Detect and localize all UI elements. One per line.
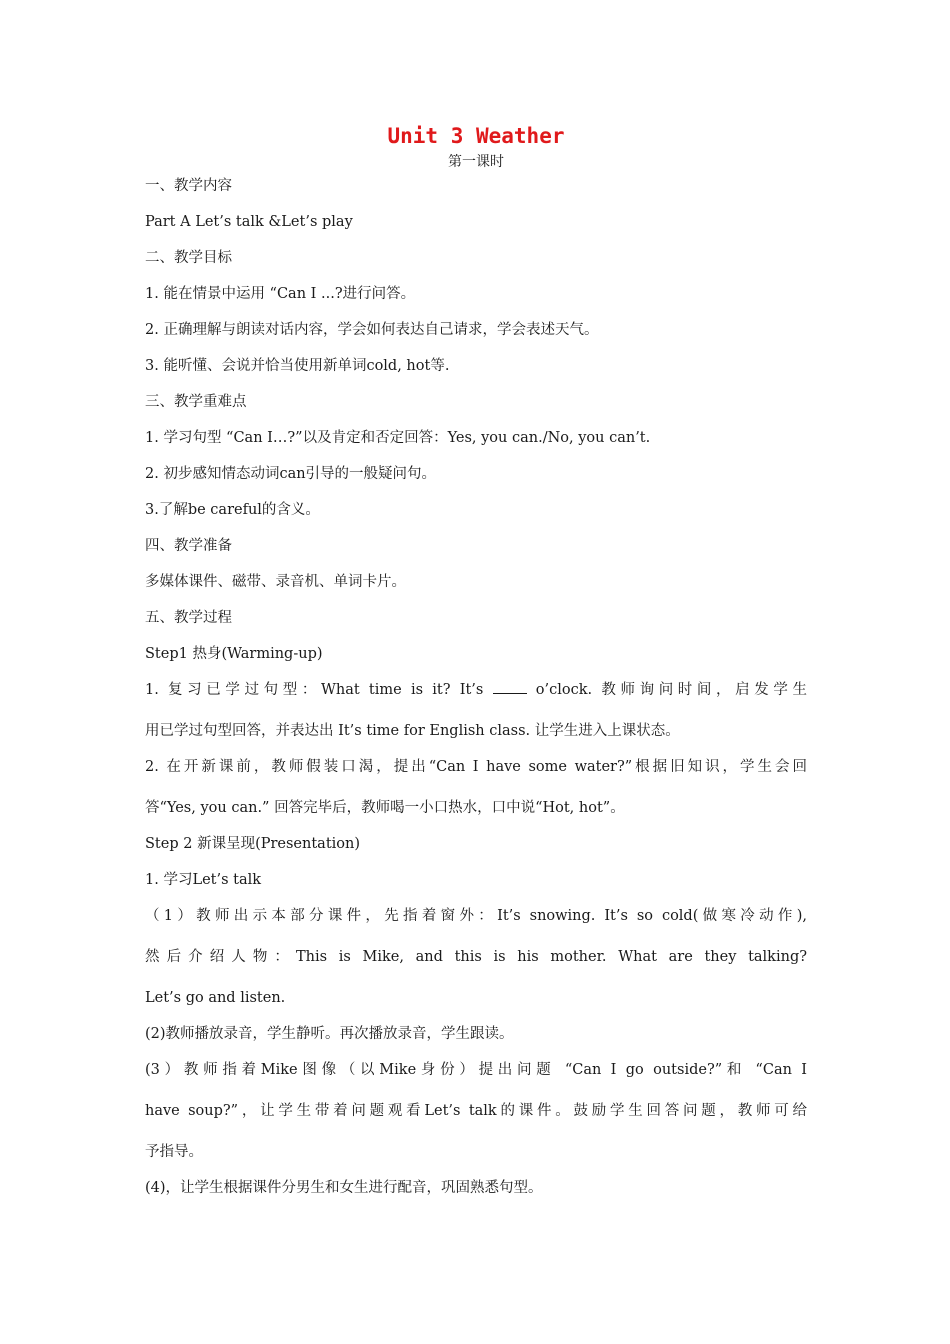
document-title: Unit 3 Weather [387, 124, 565, 148]
section-heading-key-points: 三、教学重难点 [145, 394, 247, 410]
lesson-subtitle: 第一课时 [448, 154, 504, 170]
paragraph-line: 答“Yes, you can.” 回答完毕后，教师喝一小口热水，口中说“Hot, hot”。 [145, 800, 625, 816]
step-heading-warmup: Step1 热身(Warming-up) [145, 646, 323, 662]
paragraph-line: 予指导。 [145, 1144, 203, 1160]
objective-item: 3. 能听懂、会说并恰当使用新单词cold, hot等. [145, 358, 450, 374]
section-heading-objectives: 二、教学目标 [145, 250, 232, 266]
paragraph-line: (2)教师播放录音，学生静听。再次播放录音，学生跟读。 [145, 1026, 514, 1042]
paragraph-line: 用已学过句型回答，并表达出 It’s time for English class. 让学生进入上课状态。 [145, 723, 680, 739]
objective-item: 2. 正确理解与朗读对话内容，学会如何表达自己请求，学会表述天气。 [145, 322, 599, 338]
objective-item: 1. 能在情景中运用 “Can I ...?进行问答。 [145, 286, 416, 302]
section-heading-process: 五、教学过程 [145, 610, 232, 626]
paragraph-text: o’clock. 教师询问时间，启发学生 [526, 682, 807, 698]
key-point-item: 1. 学习句型 “Can I…?”以及肯定和否定回答：Yes, you can./No, you can’t. [145, 430, 651, 446]
paragraph-line: Let’s go and listen. [145, 990, 286, 1006]
paragraph-line [145, 680, 807, 700]
paragraph-line: （1）教师出示本部分课件，先指着窗外：It’s snowing. It’s so cold(做寒冷动作), [145, 908, 807, 924]
paragraph-line: (4)，让学生根据课件分男生和女生进行配音，巩固熟悉句型。 [145, 1180, 543, 1196]
preparation-line: 多媒体课件、磁带、录音机、单词卡片。 [145, 574, 406, 590]
fill-in-blank [493, 681, 527, 694]
paragraph-line: 1. 学习Let’s talk [145, 872, 262, 888]
content-line: Part A Let’s talk &Let’s play [145, 214, 353, 230]
paragraph-line: have soup?”，让学生带着问题观看Let’s talk的课件。鼓励学生回答问题，教师可给 [145, 1103, 807, 1119]
step-heading-presentation: Step 2 新课呈现(Presentation) [145, 836, 361, 852]
section-heading-preparation: 四、教学准备 [145, 538, 232, 554]
paragraph-text: 1. 复习已学过句型：What time is it? It’s [145, 682, 493, 698]
paragraph-line: 2. 在开新课前，教师假装口渴，提出“Can I have some water?”根据旧知识，学生会回 [145, 759, 807, 775]
paragraph-line: (3）教师指着Mike图像（以Mike身份）提出问题 “Can I go outside?”和 “Can I [145, 1062, 807, 1078]
section-heading-content: 一、教学内容 [145, 178, 232, 194]
paragraph-line: 然后介绍人物：This is Mike, and this is his mother. What are they talking? [145, 949, 807, 965]
key-point-item: 2. 初步感知情态动词can引导的一般疑问句。 [145, 466, 437, 482]
key-point-item: 3.了解be careful的含义。 [145, 502, 320, 518]
